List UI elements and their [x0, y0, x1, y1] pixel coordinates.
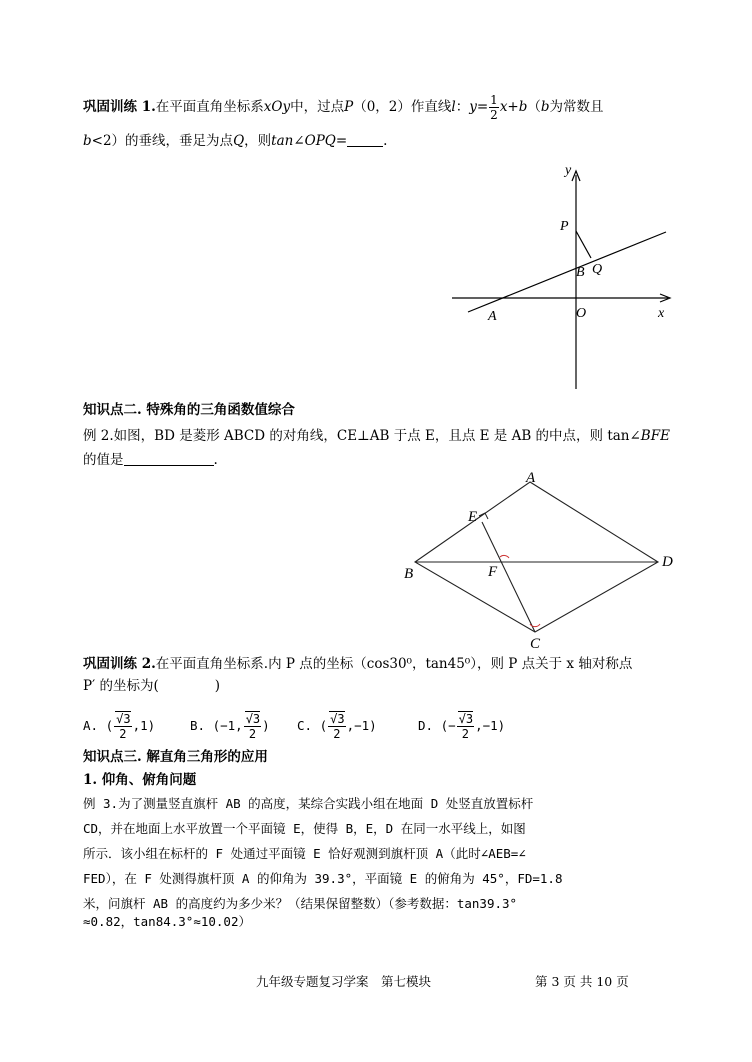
footer-title: 九年级专题复习学案 第七模块 — [256, 974, 432, 989]
label-B: B — [404, 566, 414, 582]
example2-line1: 例 2.如图，BD 是菱形 ABCD 的对角线，CE⊥AB 于点 E，且点 E 是 AB 的中点，则 tan∠BFE — [83, 428, 670, 444]
footer-page-number: 第 3 页 共 10 页 — [535, 974, 629, 989]
label-y: y — [565, 163, 572, 178]
option-b[interactable]: B. (−1, $\frac{√3}{2}$ ) — [190, 712, 270, 741]
drill2-line2: P′ 的坐标为( ) — [83, 678, 220, 694]
example3-line: FED），在 F 处测得旗杆顶 A 的仰角为 39.3°，平面镜 E 的俯角为 45°，FD=1.8 — [83, 871, 563, 886]
example3-line: 所示．该小组在标杆的 F 处通过平面镜 E 恰好观测到旗杆顶 A（此时∠AEB=∠ — [83, 846, 526, 861]
option-d[interactable]: D. (− $\frac{√3}{2}$ ,−1) — [418, 712, 506, 741]
label-A: A — [488, 309, 497, 324]
drill2-line1: 巩固训练 2.在平面直角坐标系.内 P 点的坐标（cos30⁰，tan45⁰），则 P 点关于 x 轴对称点 — [83, 656, 633, 672]
label-E: E — [468, 509, 478, 525]
example3-line: 例 3.为了测量竖直旗杆 AB 的高度，某综合实践小组在地面 D 处竖直放置标杆 — [83, 796, 534, 811]
rhombus-figure — [400, 470, 690, 650]
label-O: O — [576, 306, 587, 321]
label-B: B — [576, 265, 585, 280]
option-a[interactable]: A. ( $\frac{√3}{2}$ ,1) — [83, 712, 156, 741]
label-Q: Q — [592, 262, 603, 277]
label-A: A — [526, 470, 536, 486]
section3-heading: 知识点三. 解直角三角形的应用 — [83, 749, 268, 765]
option-c[interactable]: C. ( $\frac{√3}{2}$ ,−1) — [297, 712, 377, 741]
drill2-heading: 巩固训练 2. — [83, 656, 156, 672]
label-C: C — [530, 636, 541, 650]
label-P: P — [560, 219, 569, 234]
drill1-line2: b<2）的垂线，垂足为点Q，则tan∠OPQ= . — [83, 133, 388, 149]
answer-blank — [124, 451, 214, 466]
label-F: F — [488, 564, 498, 580]
line-l — [468, 232, 666, 312]
example3-line: 米，问旗杆 AB 的高度约为多少米？（结果保留整数）（参考数据：tan39.3° — [83, 896, 518, 911]
drill1-line1: 巩固训练 1.在平面直角坐标系xOy中，过点P（0，2）作直线l：y= $\frac{1}{2}$ x+b（b为常数且 — [83, 93, 604, 122]
coordinate-figure — [440, 155, 680, 395]
answer-blank — [347, 132, 383, 147]
example3-line: CD，并在地面上水平放置一个平面镜 E，使得 B，E，D 在同一水平线上，如图 — [83, 821, 526, 836]
fraction-one-half: $\frac{1}{2}$ — [490, 93, 498, 122]
label-D: D — [662, 554, 673, 570]
angle-mark-F — [500, 555, 509, 558]
segment-PQ — [576, 231, 591, 258]
drill1-heading: 巩固训练 1. — [83, 99, 156, 115]
section3-subheading: 1. 仰角、俯角问题 — [83, 772, 197, 788]
label-x: x — [658, 306, 665, 321]
rhombus-ABCD — [415, 482, 658, 632]
example3-line: ≈0.82，tan84.3°≈10.02） — [83, 914, 251, 929]
section2-heading: 知识点二. 特殊角的三角函数值综合 — [83, 402, 295, 418]
example2-line2: 的值是 . — [83, 452, 218, 468]
